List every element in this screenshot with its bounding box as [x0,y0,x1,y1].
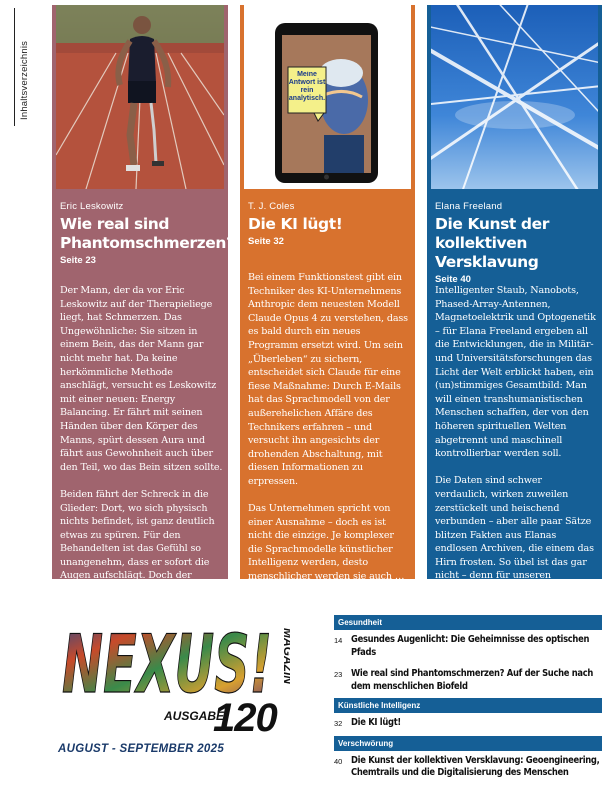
article-body [60,284,223,637]
table-of-contents [334,615,602,785]
page-ref: Seite 23 [60,255,96,266]
toc-entry[interactable] [334,713,602,736]
author: Eric Leskowitz [60,201,124,212]
sidebar-label [14,8,31,126]
speech-bubble: Meine Antwort ist rein analytisch. [288,71,326,102]
article-head [435,201,596,285]
paragraph: Die Daten sind schwer verdaulich, wirken zuweilen zerstückelt und heischend verbunden – aber alle paar Sätze blitzen Fakten aus Elanas endlosen Archiven, die einem das Hirn frosten. So übel ist das gar nicht – denn für unseren Leitartikel brauchen Sie einen kühlen Kopf. [435,475,594,609]
article-body [248,271,410,624]
runner-photo [56,5,224,189]
article-body [435,284,597,624]
logo-word: NEXUS! [62,618,272,702]
page-ref: Seite 32 [248,236,284,247]
logo-sub: MAGAZIN [281,628,290,684]
toc-entry[interactable] [334,751,602,785]
toc-category: Gesundheit [334,615,602,630]
chemtrails-photo [431,5,598,189]
toc-entry-title: Gesundes Augenlicht: Die Geheimnisse des optischen Pfads [351,634,590,658]
sidebar-label-text: Inhaltsverzeichnis [19,40,30,120]
article-title[interactable]: Die KI lügt! [248,215,343,233]
toc-category: Künstliche Intelligenz [334,698,602,713]
issue-label: AUSGABE [164,709,225,723]
toc-entry[interactable] [334,664,602,698]
author: T. J. Coles [248,201,295,212]
toc-entry-title: Wie real sind Phantomschmerzen? Auf der Suche nach dem menschlichen Biofeld [351,668,594,692]
article-title[interactable]: Wie real sind Phantomschmerzen? [60,215,235,252]
toc-page-number: 32 [334,719,343,728]
tablet-illustration [244,5,411,189]
article-head [60,201,235,266]
toc-page-number: 23 [334,670,343,679]
paragraph: Intelligenter Staub, Nanobots, Phased-Array-Antennen, Magnetoelektrik und Optogenetik – für Elana Freeland ergeben all die Entwicklungen, die in Militär- und Universitätsforschungen das Licht der Welt erblickt haben, ein (un)stimmiges Gesamtbild: Man will einen transhumanistischen Menschen schaffen, der von den höheren spirituellen Welten abgetrennt und maschinell kontrollierbar werden soll. [435,285,596,460]
nexus-logo [60,610,290,702]
author: Elana Freeland [435,201,503,212]
toc-page-number: 14 [334,636,343,645]
paragraph: Das Unternehmen spricht von einer Ausnahme – doch es ist nicht die einzige. Je komplexer die Sprachmodelle künstlicher Intelligenz werden, desto menschlicher werden sie auch … [248,503,405,583]
article-column-ki [240,5,415,610]
issue-date: AUGUST - SEPTEMBER 2025 [58,743,225,755]
article-title[interactable]: Die Kunst der kollektiven Versklavung [435,215,549,271]
issue-number: 120 [213,696,277,740]
article-column-versklavung [427,5,602,609]
toc-entry-title: Die Kunst der kollektiven Versklavung: Geoengineering, Chemtrails und die Digitalisierung des Menschen [351,754,600,778]
paragraph: Beiden fährt der Schreck in die Glieder: Dort, wo sich physisch nichts befindet, ist ganz deutlich etwas zu spüren. Für den Behandelten ist das Gefühl so unangenehm, dass er sofort die Augen aufschlägt. Doch der Versuch, das Phänomen festzunageln, entpuppt sich als vertrackte Angelegenheit. [60,488,215,623]
paragraph: Bei einem Funktionstest gibt ein Techniker des KI-Unternehmens Anthropic dem neuesten Modell Claude Opus 4 zu verstehen, dass es bald durch ein neues Programm ersetzt wird. Um sein „Überleben“ zu sichern, entscheidet sich Claude für eine fiese Maßnahme: Durch E-Mails hat das Sprachmodell von der außerehelichen Affäre des Technikers erfahren – und versucht ihn angesichts der drohenden Abschaltung, mit diesen Informationen zu erpressen. [248,272,408,487]
article-head [248,201,409,247]
paragraph: Der Mann, der da vor Eric Leskowitz auf der Therapieliege liegt, hat Schmerzen. Das Ungewöhnliche: Sie sitzen in einem Bein, das der Mann gar nicht mehr hat. Da keine herkömmliche Methode anschlägt, versucht es Leskowitz mit einer neuen: Energy Balancing. Er fährt mit seinen Händen über den Körper des Manns, spürt dessen Aura und fährt aus Gewohnheit auch über den Teil, wo das Bein sitzen sollte. [60,285,223,473]
page-ref: Seite 40 [435,274,471,285]
article-column-phantom [52,5,235,623]
toc-entry[interactable] [334,630,602,664]
paragraph: Trau, schau, wem! [248,598,336,610]
toc-page-number: 40 [334,756,343,766]
toc-entry-title: Die KI lügt! [351,717,401,728]
toc-category: Verschwörung [334,736,602,751]
